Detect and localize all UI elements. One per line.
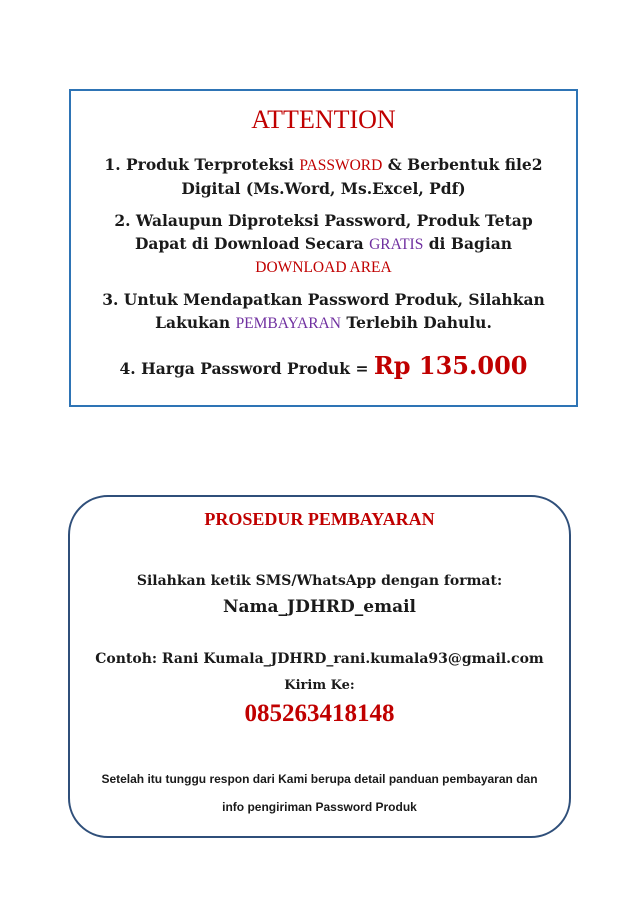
price-value: Rp 135.000 bbox=[373, 351, 528, 380]
download-area-label: DOWNLOAD AREA bbox=[255, 259, 392, 276]
item-4: 4. Harga Password Produk = Rp 135.000 bbox=[119, 351, 528, 380]
pembayaran-highlight: PEMBAYARAN bbox=[235, 315, 341, 332]
footer-line-2: info pengiriman Password Produk bbox=[222, 800, 417, 814]
send-to-label: Kirim Ke: bbox=[284, 678, 355, 693]
gratis-highlight: GRATIS bbox=[369, 236, 424, 253]
attention-box bbox=[69, 89, 578, 407]
instruction-text: Silahkan ketik SMS/WhatsApp dengan format: bbox=[136, 573, 503, 589]
prosedur-title: PROSEDUR PEMBAYARAN bbox=[204, 509, 435, 529]
password-highlight: PASSWORD bbox=[299, 157, 383, 174]
phone-number: 085263418148 bbox=[244, 700, 395, 727]
prosedur-box bbox=[68, 495, 571, 838]
attention-title: ATTENTION bbox=[251, 105, 396, 134]
item-3 bbox=[81, 288, 566, 335]
item-2-line-2: Dapat di Download Secara GRATIS di Bagian bbox=[134, 234, 513, 253]
footer-line-1: Setelah itu tunggu respon dari Kami berupa detail panduan pembayaran dan bbox=[101, 772, 538, 786]
item-1 bbox=[81, 153, 566, 200]
item-1-line-1: 1. Produk Terproteksi PASSWORD & Berbentuk file2 bbox=[104, 155, 543, 174]
item-2 bbox=[81, 209, 566, 279]
item-1-line-2: Digital (Ms.Word, Ms.Excel, Pdf) bbox=[181, 179, 466, 198]
item-3-line-2: Lakukan PEMBAYARAN Terlebih Dahulu. bbox=[155, 313, 492, 332]
item-3-line-1: 3. Untuk Mendapatkan Password Produk, Silahkan bbox=[102, 290, 545, 309]
format-text: Nama_JDHRD_email bbox=[222, 597, 416, 617]
item-2-line-1: 2. Walaupun Diproteksi Password, Produk Tetap bbox=[114, 211, 533, 230]
example-text: Contoh: Rani Kumala_JDHRD_rani.kumala93@gmail.com bbox=[95, 651, 544, 667]
